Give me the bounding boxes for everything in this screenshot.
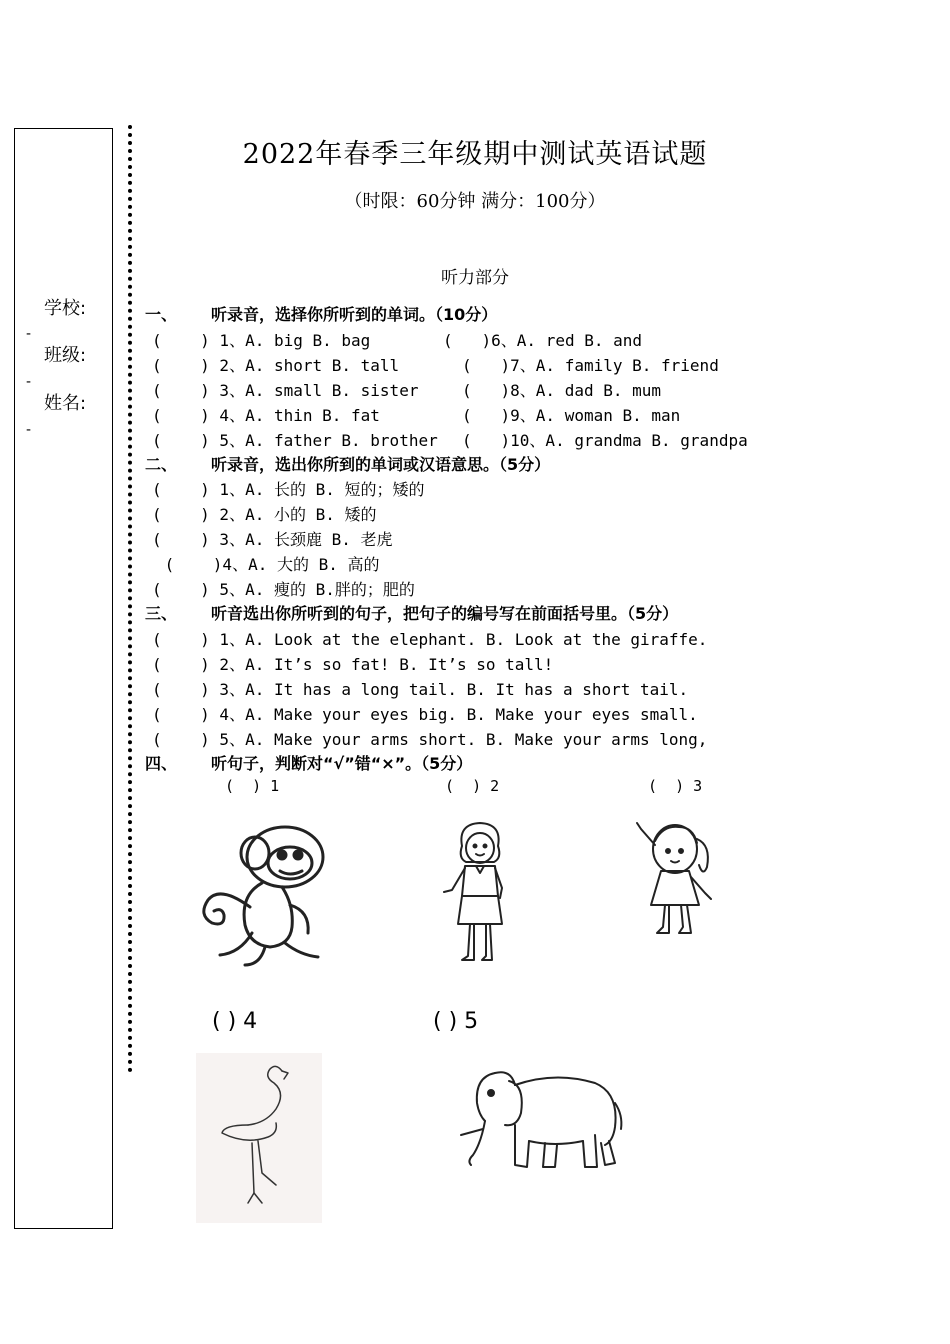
class-dash: - — [26, 374, 32, 390]
girl-picture — [432, 818, 532, 970]
section-4-title: 听句子，判断对“√”错“×”。（5分） — [211, 754, 473, 773]
section-4-heading — [145, 751, 472, 774]
section-3-question: ( ) 1、A. Look at the elephant. B. Look at the giraffe. — [152, 630, 708, 649]
name-label: 姓名: — [44, 393, 87, 414]
section-3-question: ( ) 5、A. Make your arms short. B. Make your arms long, — [152, 730, 708, 749]
section-1-question: ( ) 5、A. father B. brother — [152, 431, 438, 450]
section-3-question: ( ) 4、A. Make your eyes big. B. Make your eyes small. — [152, 705, 698, 724]
section-2-question: ( ) 5、A. 瘦的 B.胖的；肥的 — [152, 580, 415, 599]
section-1-question: ( )8、A. dad B. mum — [462, 381, 662, 400]
section-2-heading — [145, 452, 550, 475]
section-1-question: ( )7、A. family B. friend — [462, 356, 719, 375]
section-3-heading — [145, 601, 678, 624]
picture-1-answer: ( ) 1 — [225, 777, 280, 795]
section-2-question: ( ) 3、A. 长颈鹿 B. 老虎 — [152, 530, 393, 549]
section-2-question: ( ) 2、A. 小的 B. 矮的 — [152, 505, 377, 524]
section-2-number: 二、 — [145, 455, 178, 474]
section-3-number: 三、 — [145, 604, 178, 623]
elephant-picture — [455, 1063, 627, 1175]
school-dash: - — [26, 326, 32, 342]
page-title: 2022年春季三年级期中测试英语试题 — [242, 139, 708, 170]
name-dash: - — [26, 422, 32, 438]
section-1-question: ( ) 4、A. thin B. fat — [152, 406, 380, 425]
section-2-question: ( ) 1、A. 长的 B. 短的；矮的 — [152, 480, 425, 499]
section-2-question: ( )4、A. 大的 B. 高的 — [155, 555, 380, 574]
monkey-picture — [190, 815, 340, 975]
section-1-heading — [145, 302, 497, 325]
picture-3-answer: ( ) 3 — [648, 777, 703, 795]
section-1-question: ( ) 1、A. big B. bag — [152, 331, 371, 350]
picture-5-answer: ( ) 5 — [433, 1009, 479, 1034]
waving-girl-picture — [633, 815, 718, 943]
section-1-question: ( )10、A. grandma B. grandpa — [462, 431, 748, 450]
section-3-question: ( ) 3、A. It has a long tail. B. It has a short tail. — [152, 680, 689, 699]
section-4-number: 四、 — [145, 754, 178, 773]
part-heading: 听力部分 — [441, 268, 509, 288]
picture-4-answer: ( ) 4 — [212, 1009, 258, 1034]
section-3-question: ( ) 2、A. It’s so fat! B. It’s so tall! — [152, 655, 554, 674]
section-3-title: 听音选出你所听到的句子，把句子的编号写在前面括号里。（5分） — [211, 604, 679, 623]
section-1-number: 一、 — [145, 305, 178, 324]
section-2-title: 听录音，选出你所到的单词或汉语意思。（5分） — [211, 455, 551, 474]
section-1-question: ( ) 3、A. small B. sister — [152, 381, 419, 400]
exam-time-limit: （时限：60分钟 满分：100分） — [344, 191, 606, 212]
flamingo-picture — [196, 1053, 322, 1223]
section-1-question: ( ) 2、A. short B. tall — [152, 356, 400, 375]
picture-2-answer: ( ) 2 — [445, 777, 500, 795]
class-label: 班级: — [44, 345, 87, 366]
section-1-title: 听录音，选择你所听到的单词。（10分） — [211, 305, 498, 324]
section-1-question: ( )6、A. red B. and — [443, 331, 643, 350]
section-1-question: ( )9、A. woman B. man — [462, 406, 681, 425]
school-label: 学校: — [44, 298, 87, 319]
